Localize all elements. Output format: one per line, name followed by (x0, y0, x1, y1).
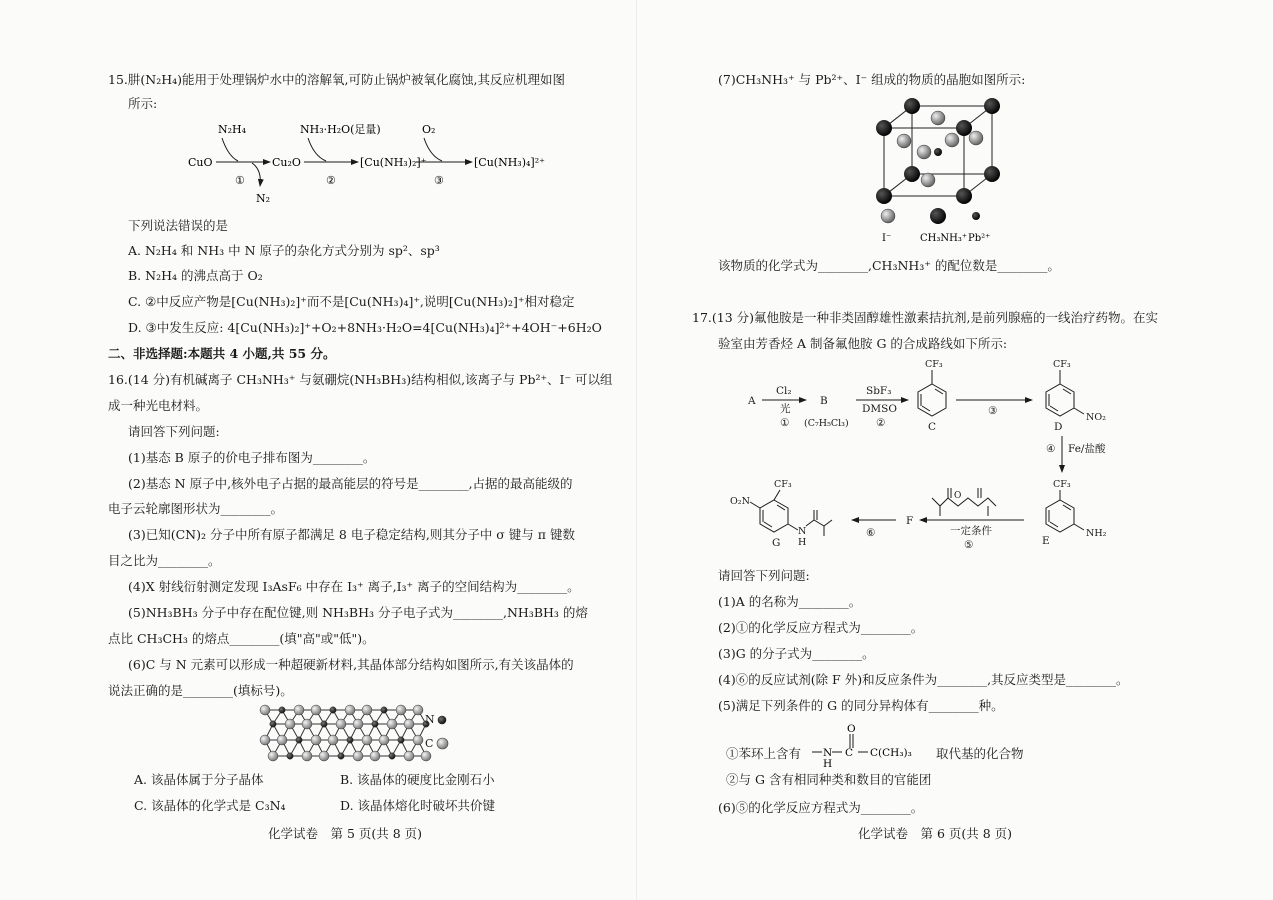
compound-e-structure (1046, 490, 1084, 532)
q17-condition-1-suffix: 取代基的化合物 (936, 746, 1024, 761)
legend-ch3nh3-label: CH₃NH₃⁺ (920, 233, 968, 244)
lattice-c-atom (277, 735, 287, 745)
lattice-c-atom (311, 705, 321, 715)
q16-option-c: C. 该晶体的化学式是 C₃N₄ (134, 798, 286, 813)
lattice-n-atom (381, 707, 387, 713)
lattice-n-atom (389, 753, 395, 759)
compound-c-structure (918, 370, 946, 416)
g-cf3-label: CF₃ (774, 479, 792, 490)
amide-h-label: H (823, 758, 833, 770)
amide-c-label: C (845, 747, 854, 759)
lattice-c-atom (285, 719, 295, 729)
reagent-fe-hcl: Fe/盐酸 (1068, 443, 1106, 455)
q16-part-7-question: 该物质的化学式为________,CH₃NH₃⁺ 的配位数是________。 (718, 258, 1060, 273)
cu-nh3-4-label: [Cu(NH₃)₄]²⁺ (474, 156, 545, 169)
lattice-c-atom (268, 751, 278, 761)
q15-reaction-scheme (180, 118, 580, 208)
q15-option-c: C. ②中反应产物是[Cu(NH₃)₂]⁺而不是[Cu(NH₃)₄]⁺,说明[Cu(NH₃)₂]⁺相对稳定 (128, 294, 575, 309)
lattice-c-atom (336, 719, 346, 729)
q17-stem: 17.(13 分)氟他胺是一种非类固醇雄性激素拮抗剂,是前列腺癌的一线治疗药物。在实 (692, 310, 1158, 325)
lattice-c-atom (362, 735, 372, 745)
q16-part-2: (2)基态 N 原子中,核外电子占据的最高能层的符号是________,占据的最高能级的 (128, 476, 573, 491)
step2-label: ② (326, 174, 336, 187)
lattice-n-atom (330, 707, 336, 713)
lattice-c-atom (387, 719, 397, 729)
q16-option-b: B. 该晶体的硬度比金刚石小 (340, 772, 495, 787)
condition-light: 光 (780, 403, 791, 415)
step-4-label: ④ (1046, 443, 1056, 455)
route-d-label: D (1054, 421, 1063, 433)
q15-option-d: D. ③中发生反应: 4[Cu(NH₃)₂]⁺+O₂+8NH₃·H₂O=4[Cu(NH₃)₄]²⁺+4OH⁻+6H₂O (128, 320, 602, 335)
step1-label: ① (235, 174, 245, 187)
q16-option-d: D. 该晶体熔化时破坏共价键 (340, 798, 496, 813)
q16-part-5-cont: 点比 CH₃CH₃ 的熔点________(填"高"或"低")。 (108, 631, 375, 646)
e-cf3-label: CF₃ (1053, 479, 1071, 490)
legend-c-atom-icon (436, 737, 449, 750)
q17-condition-1-prefix: ①苯环上含有 (726, 746, 802, 761)
lattice-n-atom (321, 721, 327, 727)
lattice-n-atom (270, 721, 276, 727)
legend-n-label: N (425, 713, 435, 726)
lattice-c-atom (345, 705, 355, 715)
anhydride-o-label: O (954, 491, 962, 501)
q16-part-4: (4)X 射线衍射测定发现 I₃AsF₆ 中存在 I₃⁺ 离子,I₃⁺ 离子的空间结构为________。 (128, 579, 580, 594)
lattice-c-atom (413, 705, 423, 715)
page-footer-right: 化学试卷 第 6 页(共 8 页) (858, 826, 1013, 841)
amide-o-label: O (847, 723, 856, 735)
q16-stem-cont: 成一种光电材料。 (108, 398, 209, 413)
legend-ch3nh3-icon (930, 208, 946, 224)
reagent-sbf3: SbF₃ (866, 385, 892, 397)
lattice-c-atom (294, 705, 304, 715)
lattice-c-atom (421, 751, 431, 761)
nh3-label: NH₃·H₂O(足量) (300, 123, 381, 136)
q16-part-5: (5)NH₃BH₃ 分子中存在配位键,则 NH₃BH₃ 分子电子式为________,NH₃BH₃ 的熔 (128, 605, 588, 620)
lattice-c-atom (404, 719, 414, 729)
compound-d-structure (1046, 370, 1084, 416)
right-page (636, 0, 1273, 900)
legend-c-label: C (425, 737, 434, 750)
step-5-label: ⑤ (964, 539, 974, 551)
lattice-c-atom (396, 705, 406, 715)
q17-condition-2: ②与 G 含有相同种类和数目的官能团 (726, 772, 932, 787)
compound-g-structure (750, 490, 832, 536)
reagent-cl2: Cl₂ (776, 385, 792, 397)
route-b-label: B (820, 395, 828, 407)
lattice-c-atom (379, 735, 389, 745)
lattice-c-atom (319, 751, 329, 761)
q16-part-6-cont: 说法正确的是________(填标号)。 (108, 683, 293, 698)
route-e-label: E (1042, 535, 1050, 547)
e-nh2-label: NH₂ (1086, 528, 1107, 539)
cu-nh3-2-label: [Cu(NH₃)₂]⁺ (360, 156, 427, 169)
step-2-label: ② (876, 417, 886, 429)
q16-option-a: A. 该晶体属于分子晶体 (134, 772, 264, 787)
q16-part-7: (7)CH₃NH₃⁺ 与 Pb²⁺、I⁻ 组成的物质的晶胞如图所示: (718, 72, 1026, 87)
o2-label: O₂ (422, 123, 436, 136)
isobutyric-anhydride-structure (932, 488, 996, 516)
q17-part-3: (3)G 的分子式为________。 (718, 646, 875, 661)
condition-5: 一定条件 (950, 525, 992, 537)
q16-part-3: (3)已知(CN)₂ 分子中所有原子都满足 8 电子稳定结构,则其分子中 σ 键与 π 键数 (128, 527, 575, 542)
legend-pb-icon (972, 212, 980, 220)
legend-n-atom-icon (437, 715, 447, 725)
lattice-n-atom (347, 737, 353, 743)
perovskite-unit-cell (872, 96, 1012, 246)
lattice-n-atom (287, 753, 293, 759)
cuo-label: CuO (188, 156, 213, 169)
left-page (0, 0, 636, 900)
q15-stem: 15.肼(N₂H₄)能用于处理锅炉水中的溶解氧,可防止锅炉被氧化腐蚀,其反应机理如图 (108, 72, 565, 87)
n2-label: N₂ (256, 192, 271, 205)
d-cf3-label: CF₃ (1053, 359, 1071, 370)
lattice-c-atom (302, 751, 312, 761)
amide-tbu-label: C(CH₃)₃ (870, 747, 912, 759)
legend-iodide-icon (881, 209, 895, 223)
q16-part-3-cont: 目之比为________。 (108, 553, 221, 568)
center-pb-ion (934, 148, 942, 156)
q17-synthesis-route (732, 356, 1192, 556)
amide-n-label: N (823, 747, 833, 759)
step-3-label: ③ (988, 405, 998, 417)
route-c-label: C (928, 421, 937, 433)
q17-part-6: (6)⑤的化学反应方程式为________。 (718, 800, 924, 815)
amide-group-structure (810, 722, 940, 768)
q17-part-4: (4)⑥的反应试剂(除 F 外)和反应条件为________,其反应类型是________。 (718, 672, 1129, 687)
q16-part-6: (6)C 与 N 元素可以形成一种超硬新材料,其晶体部分结构如图所示,有关该晶体的 (128, 657, 574, 672)
cu2o-label: Cu₂O (272, 156, 301, 169)
section-2-heading: 二、非选择题:本题共 4 小题,共 55 分。 (108, 346, 336, 361)
lattice-n-atom (372, 721, 378, 727)
lattice-c-atom (260, 735, 270, 745)
lattice-c-atom (353, 751, 363, 761)
q17-part-5: (5)满足下列条件的 G 的同分异构体有________种。 (718, 698, 1004, 713)
q15-prompt: 下列说法错误的是 (128, 218, 229, 233)
route-b-formula: (C₇H₅Cl₃) (804, 418, 849, 429)
page-footer-left: 化学试卷 第 5 页(共 8 页) (268, 826, 423, 841)
q17-part-2: (2)①的化学反应方程式为________。 (718, 620, 924, 635)
route-f-label: F (906, 515, 914, 527)
c-cf3-label: CF₃ (925, 359, 943, 370)
lattice-c-atom (302, 719, 312, 729)
q16-part-1: (1)基态 B 原子的价电子排布图为________。 (128, 450, 376, 465)
g-no2-label: O₂N (730, 496, 750, 507)
q15-option-b: B. N₂H₄ 的沸点高于 O₂ (128, 268, 263, 283)
lattice-n-atom (398, 737, 404, 743)
g-n-label: N (798, 526, 807, 537)
lattice-c-atom (370, 751, 380, 761)
lattice-c-atom (413, 735, 423, 745)
step-1-label: ① (780, 417, 790, 429)
lattice-n-atom (338, 753, 344, 759)
lattice-c-atom (404, 751, 414, 761)
lattice-c-atom (260, 705, 270, 715)
q16-part-2-cont: 电子云轮廓图形状为________。 (108, 501, 284, 516)
legend-pb-label: Pb²⁺ (968, 233, 991, 244)
legend-iodide-label: I⁻ (882, 233, 892, 244)
lattice-c-atom (328, 735, 338, 745)
q16-prompt: 请回答下列问题: (128, 424, 220, 439)
q17-stem-cont: 验室由芳香烃 A 制备氟他胺 G 的合成路线如下所示: (718, 336, 1008, 351)
q15-stem-cont: 所示: (128, 96, 158, 111)
q15-option-a: A. N₂H₄ 和 NH₃ 中 N 原子的杂化方式分别为 sp²、sp³ (128, 243, 440, 258)
g-h-label: H (798, 537, 807, 548)
q17-part-1: (1)A 的名称为________。 (718, 594, 862, 609)
d-no2-label: NO₂ (1086, 412, 1106, 423)
reagent-dmso: DMSO (862, 403, 897, 415)
n2h4-label: N₂H₄ (218, 123, 247, 136)
lattice-n-atom (279, 707, 285, 713)
step-6-label: ⑥ (866, 527, 876, 539)
lattice-c-atom (362, 705, 372, 715)
lattice-c-atom (353, 719, 363, 729)
route-g-label: G (772, 537, 781, 549)
q16-stem: 16.(14 分)有机碱离子 CH₃NH₃⁺ 与氨硼烷(NH₃BH₃)结构相似,该离子与 Pb²⁺、I⁻ 可以组 (108, 372, 613, 387)
step3-label: ③ (434, 174, 444, 187)
route-a-label: A (748, 395, 756, 407)
lattice-n-atom (296, 737, 302, 743)
lattice-c-atom (311, 735, 321, 745)
q17-prompt: 请回答下列问题: (718, 568, 810, 583)
